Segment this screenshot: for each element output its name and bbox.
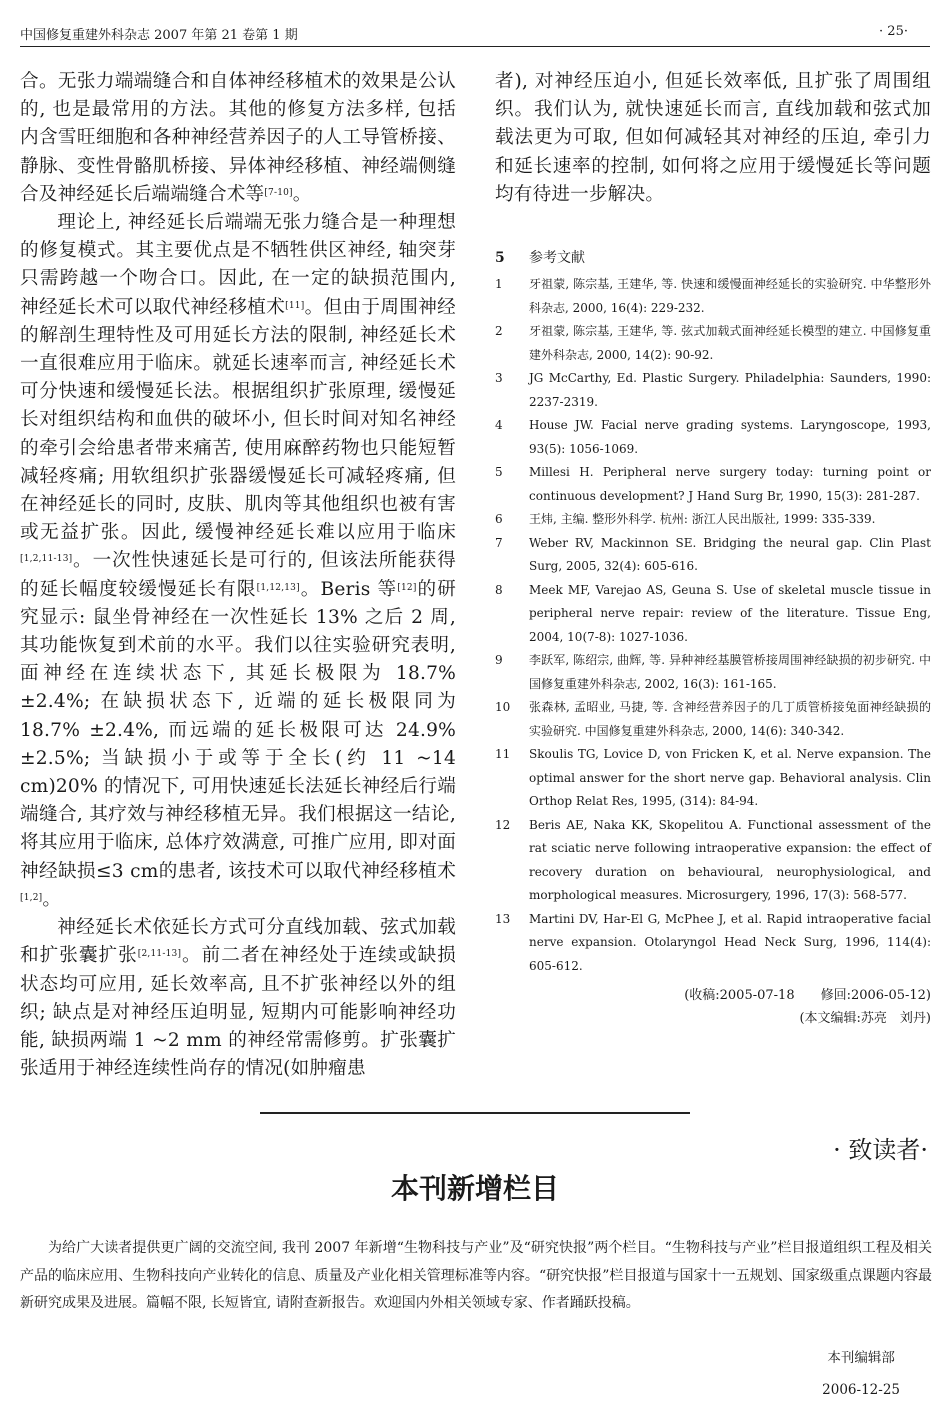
notice-body: 为给广大读者提供更广阔的交流空间, 我刊 2007 年新增“生物科技与产业”及“研究快报”两个栏目。“生物科技与产业”栏目报道组织工程及相关产品的临床应用、生物科技向产业转化的信息、质量及产业化相关管理标准等内容。“研究快报”栏目报道与国家十一五规划、国家级重点课题内容最新研究成果及进展。篇幅不限, 长短皆宜, 请附查新报告。欢迎国内外相关领域专家、作者踊跃投稿。 xyxy=(20,1240,932,1311)
reference-text: 张森林, 孟昭业, 马捷, 等. 含神经营养因子的几丁质管桥接兔面神经缺损的实验研究. 中国修复重建外科杂志, 2000, 14(6): 340-342. xyxy=(529,700,931,738)
reference-number: 1 xyxy=(495,277,503,292)
page-number: · 25· xyxy=(879,24,908,39)
citation: [11] xyxy=(285,300,305,311)
reference-number: 12 xyxy=(495,817,511,832)
citation: [1,2,11-13] xyxy=(20,554,73,565)
left-column xyxy=(20,68,456,1083)
citation: [1,12,13] xyxy=(256,582,300,593)
reference-text: Weber RV, Mackinnon SE. Bridging the neural gap. Clin Plast Surg, 2005, 32(4): 605-616. xyxy=(529,535,931,574)
reference-number: 13 xyxy=(495,911,511,926)
reference-item xyxy=(495,367,931,414)
reference-text: House JW. Facial nerve grading systems. Laryngoscope, 1993, 93(5): 1056-1069. xyxy=(529,418,931,456)
notice-signature xyxy=(822,1342,900,1406)
signature-name: 本刊编辑部 xyxy=(827,1350,895,1366)
reference-item xyxy=(495,696,931,743)
reference-item xyxy=(495,743,931,814)
reference-number: 6 xyxy=(495,512,503,527)
reference-item xyxy=(495,814,931,908)
body-paragraph: 者), 对神经压迫小, 但延长效率低, 且扩张了周围组织。我们认为, 就快速延长而言, 直线加载和弦式加载法更为可取, 但如何减轻其对神经的压迫, 牵引力和延长速率的控制, 如何将之应用于缓慢延长等问题均有待进一步解决。 xyxy=(495,71,931,205)
reference-text: Millesi H. Peripheral nerve surgery today: turning point or continuous development? J Hand Surg Br, 1990, 15(3): 281-287. xyxy=(529,465,931,503)
reference-item xyxy=(495,461,931,508)
reference-item xyxy=(495,579,931,650)
reference-number: 11 xyxy=(495,747,511,762)
running-header xyxy=(20,22,930,47)
body-paragraph: 合。无张力端端缝合和自体神经移植术的效果是公认的, 也是最常用的方法。其他的修复方法多样, 包括内含雪旺细胞和各种神经营养因子的人工导管桥接、静脉、变性骨骼肌桥接、异体神经移植、神经端侧缝合及神经延长后端端缝合术等[7-10]。 xyxy=(20,71,456,205)
reference-number: 8 xyxy=(495,582,503,597)
signature-date: 2006-12-25 xyxy=(822,1382,900,1398)
reference-text: Beris AE, Naka KK, Skopelitou A. Functional assessment of the rat sciatic nerve following intraoperative expansion: the effect of recovery duration on behavioural, neurophysiological, and morphological measures. Microsurgery, 1996, 17(3): 568-577. xyxy=(529,817,931,903)
reference-item xyxy=(495,273,931,320)
reference-item xyxy=(495,908,931,979)
citation: [1,2] xyxy=(20,892,43,903)
reference-item xyxy=(495,414,931,461)
reference-number: 4 xyxy=(495,418,503,433)
reference-text: JG McCarthy, Ed. Plastic Surgery. Philadelphia: Saunders, 1990: 2237-2319. xyxy=(529,371,931,409)
references-section xyxy=(495,247,931,1030)
journal-citation: 中国修复重建外科杂志 2007 年第 21 卷第 1 期 xyxy=(20,28,298,43)
received-dates: (收稿:2005-07-18 修回:2006-05-12) xyxy=(684,988,931,1004)
reference-text: 牙祖蒙, 陈宗基, 王建华, 等. 弦式加载式面神经延长模型的建立. 中国修复重建外科杂志, 2000, 14(2): 90-92. xyxy=(529,324,931,362)
reference-item xyxy=(495,320,931,367)
reference-item xyxy=(495,532,931,579)
references-heading: 5 参考文献 xyxy=(495,250,585,267)
notice-title: 本刊新增栏目 xyxy=(390,1172,559,1205)
reference-text: Meek MF, Varejao AS, Geuna S. Use of skeletal muscle tissue in peripheral nerve repair: review of the literature. Tissue Eng, 2004, 10(7-8): 1027-1036. xyxy=(529,582,931,644)
reference-list xyxy=(495,273,931,978)
reference-text: Martini DV, Har-El G, McPhee J, et al. Rapid intraoperative facial nerve expansion. Otolaryngol Head Neck Surg, 1996, 114(4): 605-612. xyxy=(529,911,931,973)
article-editor: (本文编辑:苏亮 刘丹) xyxy=(799,1011,931,1027)
reference-text: 李跃军, 陈绍宗, 曲辉, 等. 异种神经基膜管桥接周围神经缺损的初步研究. 中国修复重建外科杂志, 2002, 16(3): 161-165. xyxy=(529,653,931,691)
citation: [12] xyxy=(397,582,417,593)
reference-number: 2 xyxy=(495,324,503,339)
reference-item xyxy=(495,649,931,696)
reference-number: 3 xyxy=(495,371,503,386)
reference-number: 9 xyxy=(495,653,503,668)
section-label: · 致读者· xyxy=(833,1136,928,1164)
reference-text: 王炜, 主编. 整形外科学. 杭州: 浙江人民出版社, 1999: 335-339. xyxy=(529,512,876,527)
body-paragraph: 理论上, 神经延长后端端无张力缝合是一种理想的修复模式。其主要优点是不牺牲供区神经, 轴突芽只需跨越一个吻合口。因此, 在一定的缺损范围内, 神经延长术可以取代神经移植术[11]。但由于周围神经的解剖生理特性及可用延长方法的限制, 神经延长术一直很难应用于临床。就延长速率而言, 神经延长术可分快速和缓慢延长法。根据组织扩张原理, 缓慢延长对组织结构和血供的破坏小, 但长时间对知名神经的牵引会给患者带来痛苦, 使用麻醉药物也只能短暂减轻疼痛; 用软组织扩张器缓慢延长可减轻疼痛, 但在神经延长的同时, 皮肤、肌肉等其他组织也被有害或无益扩张。因此, 缓慢神经延长难以应用于临床[1,2,11-13]。一次性快速延长是可行的, 但该法所能获得的延长幅度较缓慢延长有限[1,12,13]。Beris 等[12]的研究显示: 鼠坐骨神经在一次性延长 13% 之后 2 周, 其功能恢复到术前的水平。我们以往实验研究表明, 面神经在连续状态下, 其延长极限为 18.7% ±2.4%; 在缺损状态下, 近端的延长极限同为 18.7% ±2.4%, 而远端的延长极限可达 24.9% ±2.5%; 当缺损小于或等于全长(约 11 ~14 cm)20% 的情况下, 可用快速延长法延长神经后行端端缝合, 其疗效与神经移植无异。我们根据这一结论, 将其应用于临床, 总体疗效满意, 可推广应用, 即对面神经缺损≤3 cm的患者, 该技术可以取代神经移植术[1,2]。 xyxy=(20,212,457,910)
reference-number: 10 xyxy=(495,700,511,715)
reference-number: 5 xyxy=(495,465,503,480)
body-paragraph: 神经延长术依延长方式可分直线加载、弦式加载和扩张囊扩张[2,11-13]。前二者在神经处于连续或缺损状态均可应用, 延长效率高, 且不扩张神经以外的组织; 缺点是对神经压迫明显, 短期内可能影响神经功能, 缺损两端 1 ~2 mm 的神经常需修剪。扩张囊扩张适用于神经连续性尚存的情况(如肿瘤患 xyxy=(20,917,456,1080)
citation: [2,11-13] xyxy=(137,949,182,960)
right-column xyxy=(495,68,931,1030)
citation: [7-10] xyxy=(264,187,293,198)
reference-text: Skoulis TG, Lovice D, von Fricken K, et al. Nerve expansion. The optimal answer for the short nerve gap. Behavioral analysis. Clin Orthop Relat Res, 1995, (314): 84-94. xyxy=(529,747,931,809)
reference-item xyxy=(495,508,931,532)
section-divider xyxy=(260,1112,690,1114)
reference-number: 7 xyxy=(495,535,503,550)
reference-text: 牙祖蒙, 陈宗基, 王建华, 等. 快速和缓慢面神经延长的实验研究. 中华整形外科杂志, 2000, 16(4): 229-232. xyxy=(529,277,931,315)
